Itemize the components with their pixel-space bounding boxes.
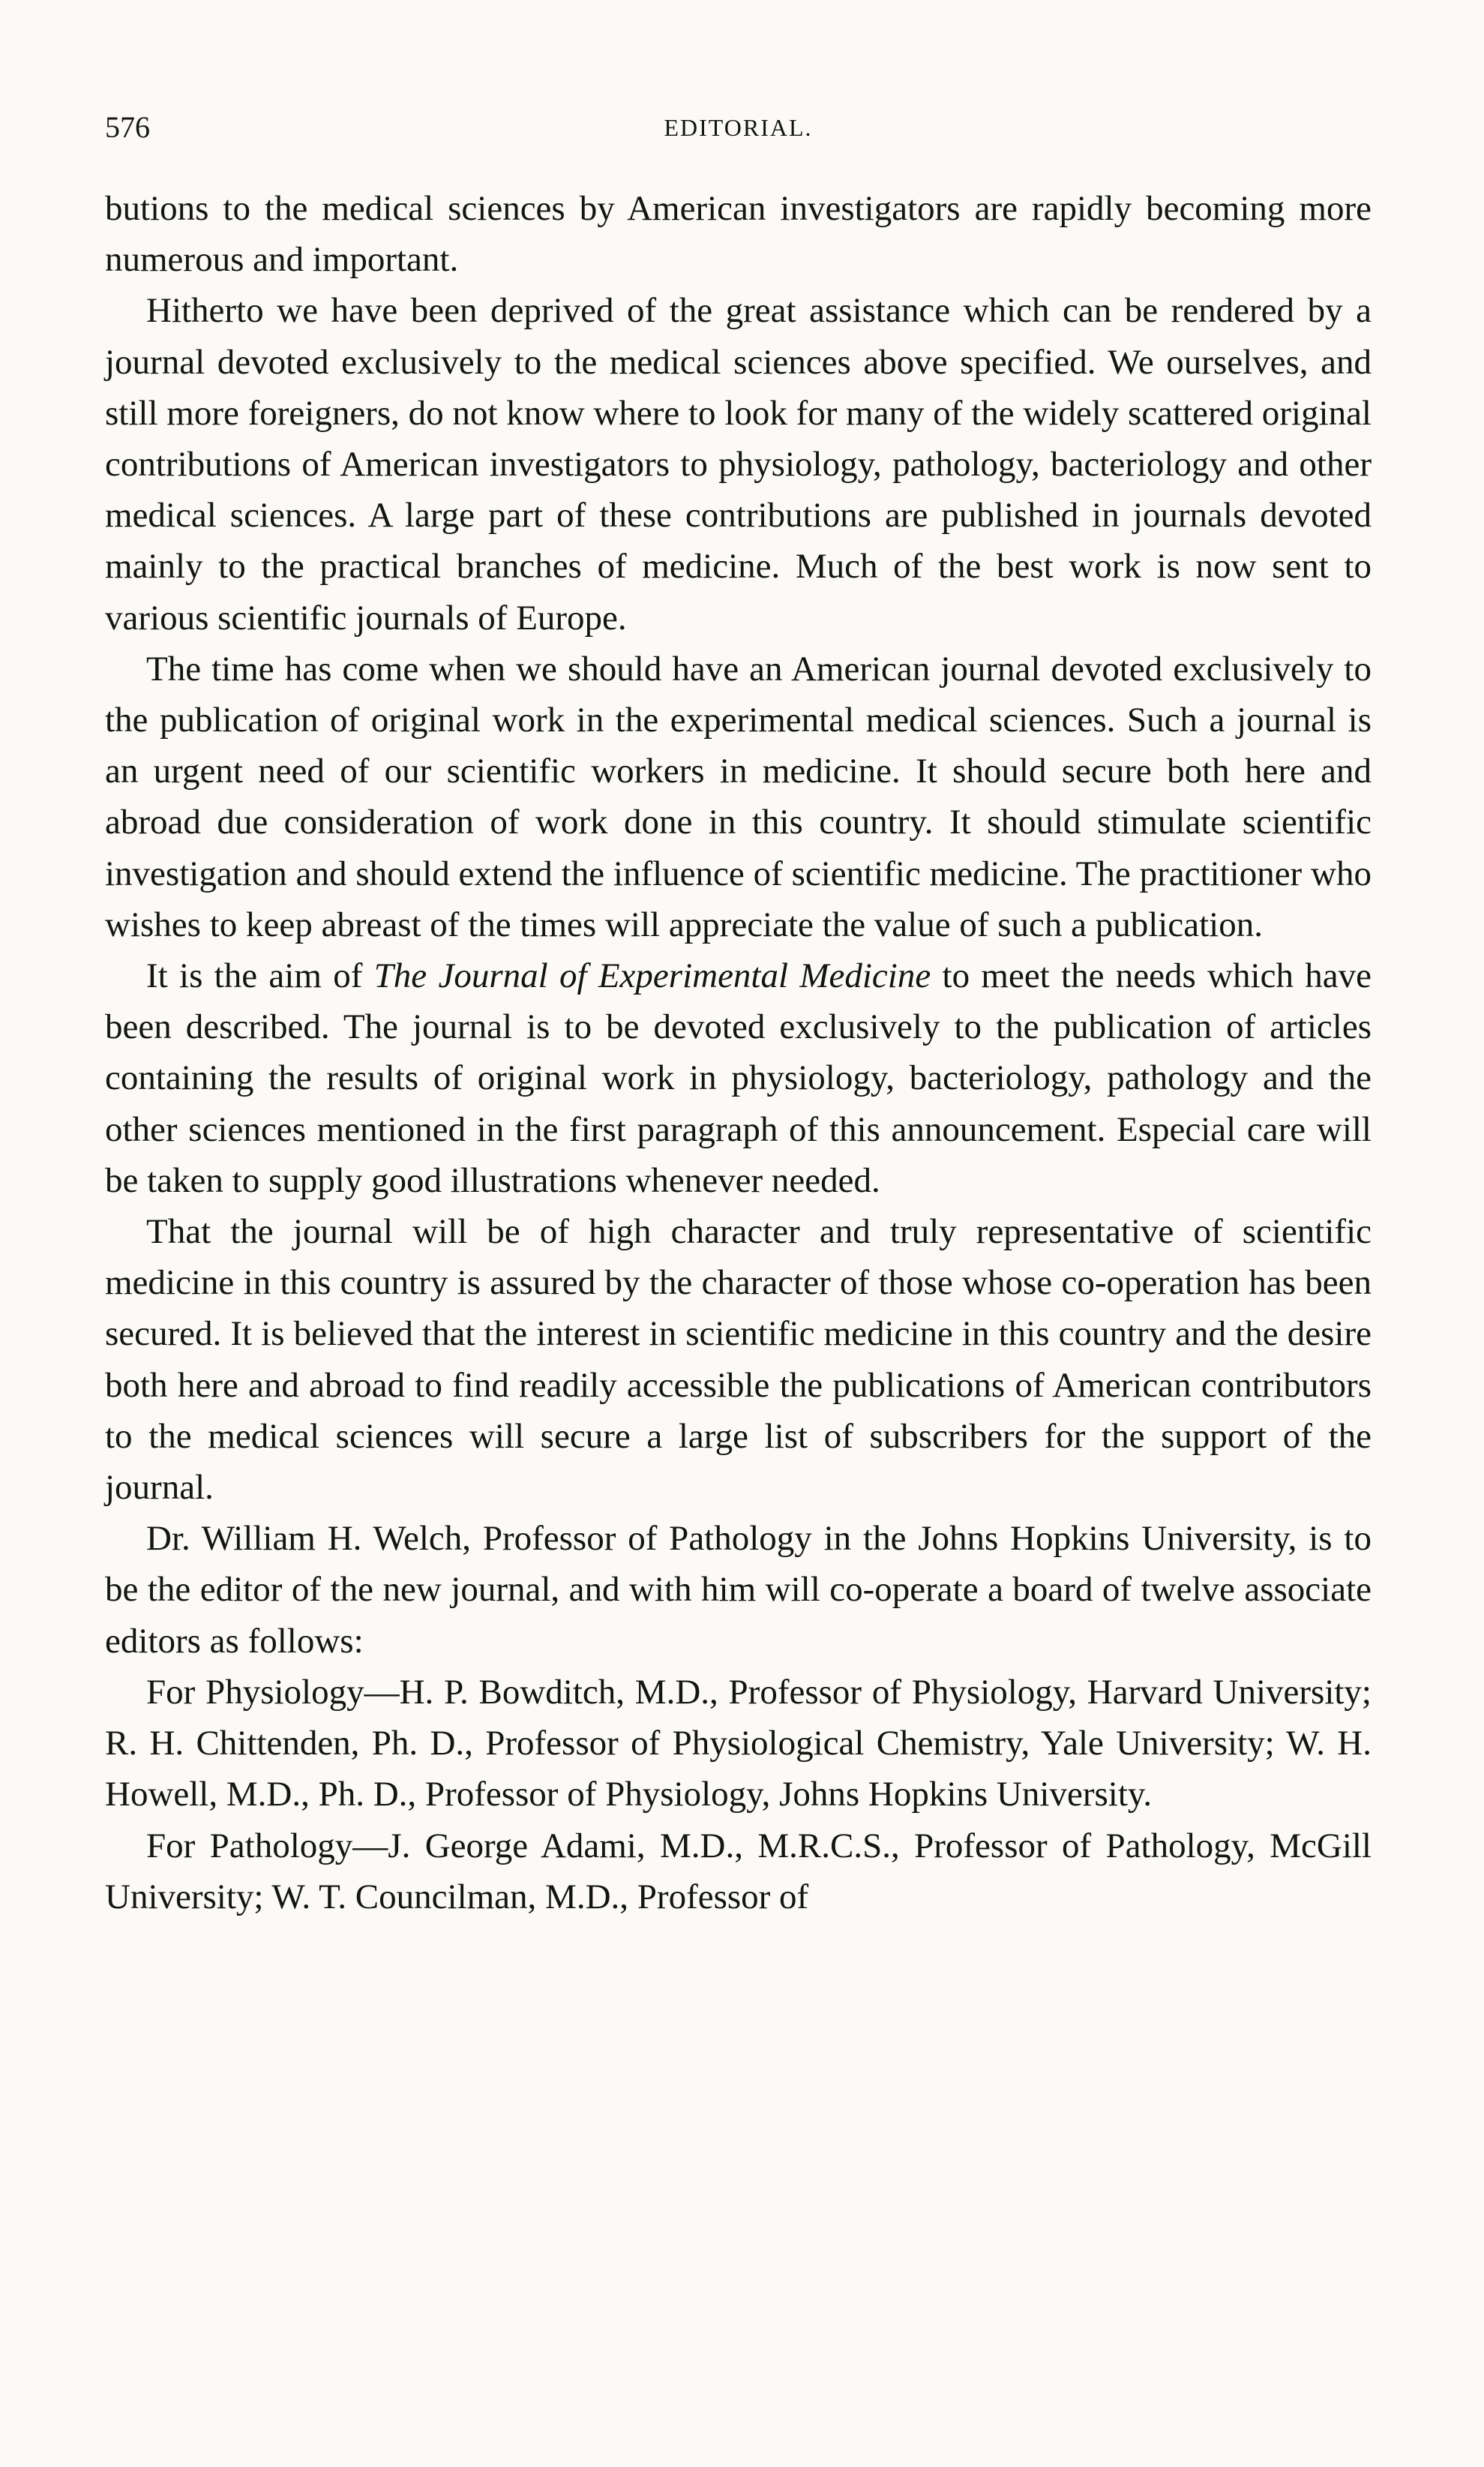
page-number: 576 — [105, 110, 150, 144]
paragraph-text: butions to the medical sciences by American investigators are rapidly becoming more numerous and important. — [105, 189, 1372, 280]
paragraph-text: The time has come when we should have an American journal devoted exclusively to the publication of original work in the experimental medical sciences. Such a journal is an urgent need of our scientific workers in medicine. It should secure both here and abroad due consideration of work done in this country. It should stimulate scientific investigation and should extend the influence of scientific medicine. The practitioner who wishes to keep abreast of the times will appreciate the value of such a publication. — [105, 649, 1372, 944]
paragraph — [105, 950, 1372, 1206]
paragraph-text: For Pathology—J. George Adami, M.D., M.R.C.S., Professor of Pathology, McGill University; W. T. Councilman, M.D., Professor of — [105, 1826, 1372, 1916]
page-header — [105, 110, 1372, 165]
running-head: EDITORIAL. — [664, 114, 813, 141]
paragraph-text: to meet the needs which have been described. The journal is to be devoted exclusively to the publication of articles containing the results of original work in physiology, bacteriology, pathology and the other sciences mentioned in the first paragraph of this announcement. Especial care will be taken to supply good illustrations whenever needed. — [105, 956, 1372, 1200]
paragraph — [105, 1667, 1372, 1820]
paragraph — [105, 1206, 1372, 1513]
paragraph — [105, 1513, 1372, 1667]
paragraph-text: That the journal will be of high character and truly representative of scientific medicine in this country is assured by the character of those whose co-operation has been secured. It is believed that the interest in scientific medicine in this country and the desire both here and abroad to find readily accessible the publications of American contributors to the medical sciences will secure a large list of subscribers for the support of the journal. — [105, 1212, 1372, 1508]
paragraph — [105, 644, 1372, 950]
paragraph — [105, 1820, 1372, 1922]
body-text — [105, 183, 1372, 1922]
paragraph-text: Dr. William H. Welch, Professor of Pathology in the Johns Hopkins University, is to be the editor of the new journal, and with him will co-operate a board of twelve associate editors as follows: — [105, 1519, 1372, 1661]
paragraph-text: For Physiology—H. P. Bowditch, M.D., Professor of Physiology, Harvard University; R. H. Chittenden, Ph. D., Professor of Physiological Chemistry, Yale University; W. H. Howell, M.D., Ph. D., Professor of Physiology, Johns Hopkins University. — [105, 1672, 1372, 1814]
paragraph-text: It is the aim of — [146, 956, 374, 996]
paragraph-text: Hitherto we have been deprived of the great assistance which can be rendered by a journal devoted exclusively to the medical sciences above specified. We ourselves, and still more foreigners, do not know where to look for many of the widely scattered original contributions of American investigators to physiology, pathology, bacteriology and other medical sciences. A large part of these contributions are published in journals devoted mainly to the practical branches of medicine. Much of the best work is now sent to various scientific journals of Europe. — [105, 291, 1372, 638]
journal-title-italic: The Journal of Experimental Medicine — [373, 956, 931, 996]
paragraph — [105, 285, 1372, 643]
paragraph — [105, 183, 1372, 285]
